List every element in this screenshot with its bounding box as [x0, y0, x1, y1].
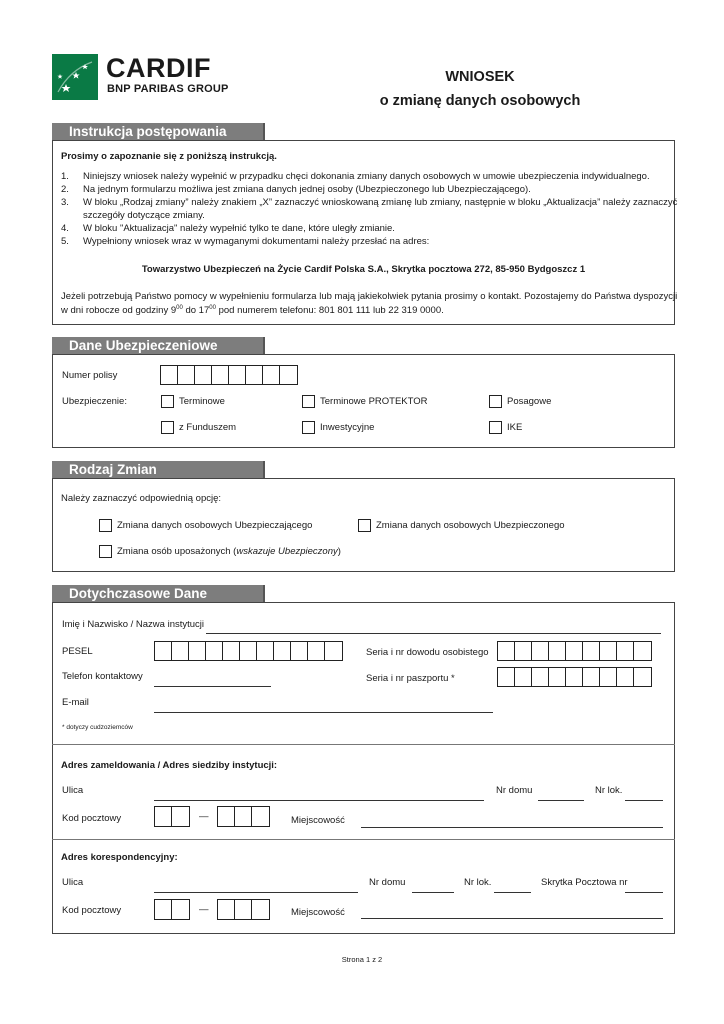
postcode-label: Kod pocztowy: [62, 905, 122, 916]
instr-item: szczegóły dotyczące zmiany.: [83, 210, 205, 221]
instr-item: W bloku „Rodzaj zmiany” należy znakiem „X” zaznaczyć wnioskowaną zmianę lub zmiany, następnie w bloku „Aktualizacja” należy zaznaczyć: [83, 197, 678, 208]
corr-pobox-input[interactable]: [625, 892, 663, 893]
name-label: Imię i Nazwisko / Nazwa instytucji: [62, 619, 205, 630]
corr-postcode-suffix-input[interactable]: [217, 899, 270, 920]
house-label: Nr domu: [496, 785, 533, 796]
city-label: Miejscowość: [291, 815, 345, 826]
street-label: Ulica: [62, 785, 84, 796]
instr-item: Na jednym formularzu możliwa jest zmiana danych jednej osoby (Ubezpieczonego lub Ubezpieczającego).: [83, 184, 531, 195]
doc-subtitle: o zmianę danych osobowych: [379, 93, 581, 109]
address2-title: Adres korespondencyjny:: [61, 852, 178, 863]
checkbox-zmiana-ubezpieczajacego[interactable]: [99, 519, 112, 532]
insurance-type-label: Ubezpieczenie:: [62, 396, 127, 407]
option-label: Terminowe PROTEKTOR: [320, 396, 428, 407]
corr-street-input[interactable]: [154, 892, 358, 893]
corr-postcode-prefix-input[interactable]: [154, 899, 190, 920]
policy-number-input[interactable]: [160, 365, 298, 385]
postcode-dash: —: [199, 904, 209, 915]
policy-label: Numer polisy: [62, 370, 118, 381]
divider: [52, 744, 675, 745]
instr-num: 2.: [61, 184, 69, 195]
street-label: Ulica: [62, 877, 84, 888]
city-label: Miejscowość: [291, 907, 345, 918]
instr-item: Niniejszy wniosek należy wypełnić w przypadku chęci dokonania zmiany danych osobowych w umowie ubezpieczenia indywidualnego.: [83, 171, 650, 182]
divider: [52, 839, 675, 840]
passport-input[interactable]: [497, 667, 652, 687]
postcode-prefix-input[interactable]: [154, 806, 190, 827]
house-label: Nr domu: [369, 877, 406, 888]
email-label: E-mail: [62, 697, 89, 708]
section-header-instrukcja: Instrukcja postępowania: [52, 123, 265, 140]
doc-title: WNIOSEK: [445, 69, 515, 85]
section-header-dane: Dane Ubezpieczeniowe: [52, 337, 265, 354]
option-label: Zmiana danych osobowych Ubezpieczającego: [117, 520, 313, 531]
address1-title: Adres zameldowania / Adres siedziby instytucji:: [61, 760, 278, 771]
page-number: Strona 1 z 2: [341, 955, 383, 964]
id-card-input[interactable]: [497, 641, 652, 661]
house-input[interactable]: [538, 800, 584, 801]
section-header-rodzaj: Rodzaj Zmian: [52, 461, 265, 478]
corr-house-input[interactable]: [412, 892, 454, 893]
checkbox-ike[interactable]: [489, 421, 502, 434]
corr-city-input[interactable]: [361, 918, 663, 919]
option-label: Terminowe: [179, 396, 225, 407]
pesel-label: PESEL: [62, 646, 93, 657]
instr-num: 4.: [61, 223, 69, 234]
option-label: IKE: [507, 422, 523, 433]
contact-hours: w dni robocze od godziny $9^{00}$ do $17^{00}$ pod numerem telefonu: 801 801 111 lub 22 319 0000.: [61, 305, 444, 317]
flat-label: Nr lok.: [464, 877, 492, 888]
id-card-label: Seria i nr dowodu osobistego: [366, 647, 489, 658]
logo-name: CARDIF: [106, 53, 211, 83]
postcode-suffix-input[interactable]: [217, 806, 270, 827]
street-input[interactable]: [154, 800, 484, 801]
mail-address: Towarzystwo Ubezpieczeń na Życie Cardif Polska S.A., Skrytka pocztowa 272, 85-950 Bydgoszcz 1: [141, 264, 586, 275]
rodzaj-prompt: Należy zaznaczyć odpowiednią opcję:: [61, 493, 222, 504]
contact-text: Jeżeli potrzebują Państwo pomocy w wypełnieniu formularza lub mają jakiekolwiek pytania prosimy o kontakt. Pozostajemy do Państwa dyspozycji: [61, 291, 678, 302]
passport-label: Seria i nr paszportu *: [366, 673, 455, 684]
name-input[interactable]: [206, 633, 661, 634]
pesel-input[interactable]: [154, 641, 343, 661]
stars-logo-icon: [52, 54, 98, 100]
pobox-label: Skrytka Pocztowa nr: [541, 877, 628, 888]
checkbox-terminowe-protektor[interactable]: [302, 395, 315, 408]
instr-num: 1.: [61, 171, 69, 182]
instr-item: W bloku "Aktualizacja" należy wypełnić tylko te dane, które uległy zmianie.: [83, 223, 395, 234]
phone-input[interactable]: [154, 686, 271, 687]
corr-flat-input[interactable]: [494, 892, 531, 893]
checkbox-posagowe[interactable]: [489, 395, 502, 408]
postcode-dash: —: [199, 811, 209, 822]
section-header-dotychczasowe: Dotychczasowe Dane: [52, 585, 265, 602]
phone-label: Telefon kontaktowy: [62, 671, 143, 682]
postcode-label: Kod pocztowy: [62, 813, 122, 824]
flat-input[interactable]: [625, 800, 663, 801]
footnote: * dotyczy cudzoziemców: [62, 724, 133, 731]
logo-group: BNP PARIBAS GROUP: [107, 83, 229, 95]
flat-label: Nr lok.: [595, 785, 623, 796]
checkbox-zmiana-ubezpieczonego[interactable]: [358, 519, 371, 532]
checkbox-z-funduszem[interactable]: [161, 421, 174, 434]
email-input[interactable]: [154, 712, 493, 713]
checkbox-inwestycyjne[interactable]: [302, 421, 315, 434]
instr-item: Wypełniony wniosek wraz w wymaganymi dokumentami należy przesłać na adres:: [83, 236, 430, 247]
instr-intro: Prosimy o zapoznanie się z poniższą instrukcją.: [61, 151, 277, 162]
instr-num: 3.: [61, 197, 69, 208]
checkbox-terminowe[interactable]: [161, 395, 174, 408]
checkbox-zmiana-uposazonych[interactable]: [99, 545, 112, 558]
option-label: Posagowe: [507, 396, 552, 407]
option-label: Zmiana osób uposażonych (wskazuje Ubezpieczony): [117, 546, 341, 557]
option-label: z Funduszem: [179, 422, 237, 433]
option-label: Zmiana danych osobowych Ubezpieczonego: [376, 520, 565, 531]
option-label: Inwestycyjne: [320, 422, 375, 433]
instr-num: 5.: [61, 236, 69, 247]
cardif-logo: [52, 54, 98, 100]
city-input[interactable]: [361, 827, 663, 828]
